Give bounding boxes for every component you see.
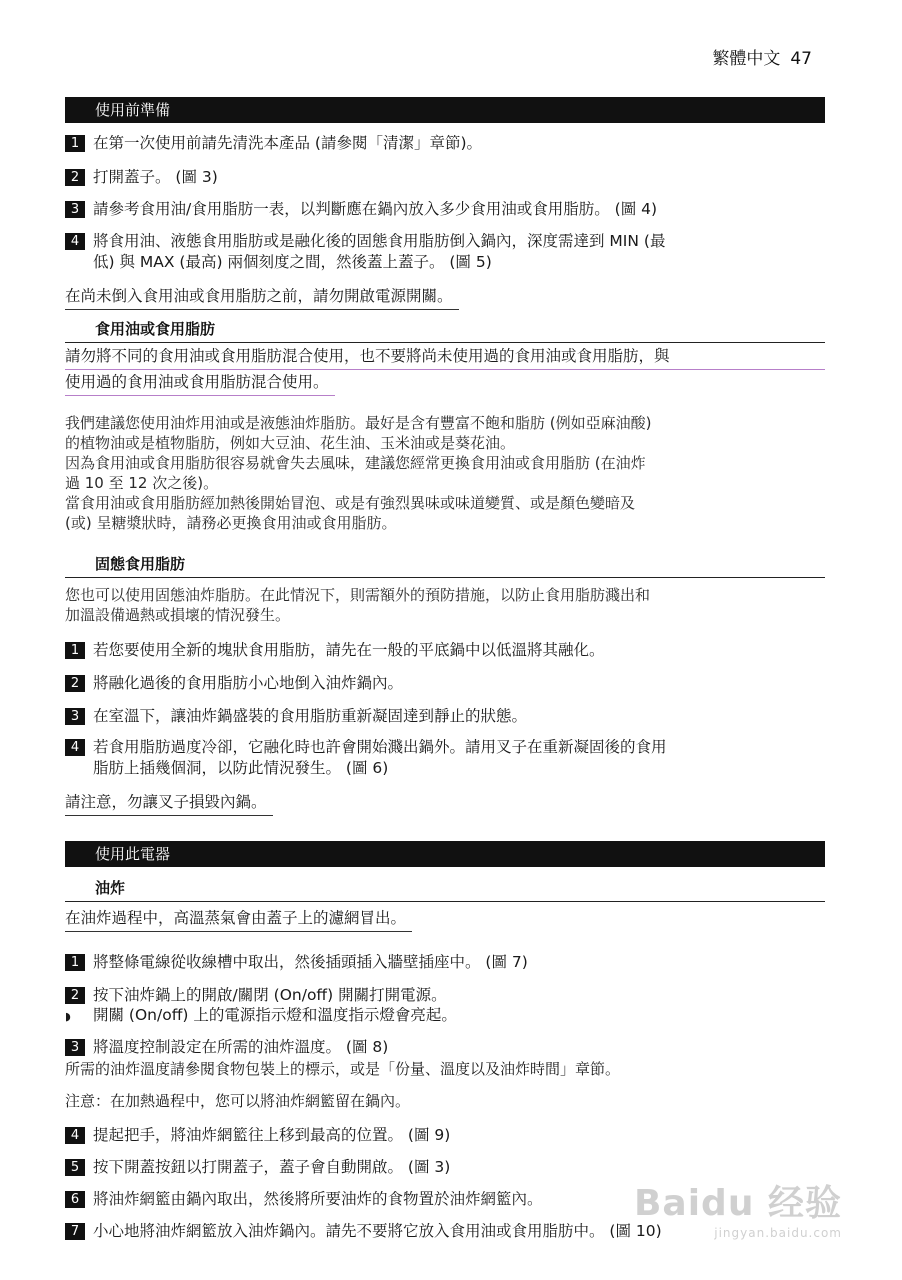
baidu-watermark bbox=[634, 1175, 842, 1240]
warning-steam bbox=[65, 907, 412, 932]
bullet-icon: ◗ bbox=[65, 1010, 71, 1023]
paragraph-line: 您也可以使用固態油炸脂肪。在此情況下，則需額外的預防措施，以防止食用脂肪濺出和 bbox=[65, 586, 651, 604]
using-step-2 bbox=[65, 985, 815, 1006]
step-number: 2 bbox=[65, 675, 85, 692]
solid-fat-step-3 bbox=[65, 706, 815, 727]
step-text-line-2: 低) 與 MAX (最高) 兩個刻度之間，然後蓋上蓋子。 (圖 5) bbox=[93, 253, 492, 271]
paragraph-line: 我們建議您使用油炸用油或是液態油炸脂肪。最好是含有豐富不飽和脂肪 (例如亞麻油酸) bbox=[65, 414, 652, 432]
section-title-before-use: 使用前準備 bbox=[65, 97, 825, 123]
solid-fat-step-1 bbox=[65, 640, 815, 661]
warning-no-mixing bbox=[65, 344, 825, 396]
page-header bbox=[712, 44, 812, 69]
step-number: 1 bbox=[65, 642, 85, 659]
step-text: 請參考食用油/食用脂肪一表，以判斷應在鍋內放入多少食用油或食用脂肪。 (圖 4) bbox=[93, 200, 658, 218]
bullet-text: 開關 (On/off) 上的電源指示燈和溫度指示燈會亮起。 bbox=[93, 1006, 457, 1024]
oil-recommendation-paragraph bbox=[65, 413, 825, 533]
paragraph-line: 過 10 至 12 次之後)。 bbox=[65, 474, 219, 492]
step-number: 3 bbox=[65, 708, 85, 725]
step-text: 打開蓋子。 (圖 3) bbox=[93, 168, 218, 186]
using-step-3 bbox=[65, 1037, 815, 1058]
step-number: 7 bbox=[65, 1223, 85, 1240]
step-number: 2 bbox=[65, 987, 85, 1004]
step-text-line-2: 脂肪上插幾個洞，以防此情況發生。 (圖 6) bbox=[93, 759, 389, 777]
using-step-4 bbox=[65, 1125, 815, 1146]
subsection-title-frying: 油炸 bbox=[65, 877, 825, 902]
step-number: 3 bbox=[65, 1039, 85, 1056]
step-number: 1 bbox=[65, 135, 85, 152]
before-use-step-3 bbox=[65, 199, 815, 220]
step-text: 將溫度控制設定在所需的油炸溫度。 (圖 8) bbox=[93, 1038, 389, 1056]
warning-text: 在油炸過程中，高溫蒸氣會由蓋子上的濾網冒出。 bbox=[65, 907, 412, 932]
solid-fat-step-4 bbox=[65, 737, 815, 779]
step-number: 5 bbox=[65, 1159, 85, 1176]
using-step-2-result bbox=[65, 1005, 815, 1027]
solid-fat-step-2 bbox=[65, 673, 815, 694]
subsection-title-oil-fat: 食用油或食用脂肪 bbox=[65, 318, 825, 343]
watermark-sub: jingyan.baidu.com bbox=[714, 1226, 842, 1240]
step-number: 6 bbox=[65, 1191, 85, 1208]
step-text: 將油炸網籃由鍋內取出，然後將所要油炸的食物置於油炸網籃內。 bbox=[93, 1190, 543, 1208]
step-text-line-1: 若食用脂肪過度冷卻，它融化時也許會開始濺出鍋外。請用叉子在重新凝固後的食用 bbox=[93, 738, 667, 756]
solid-fat-intro bbox=[65, 585, 825, 625]
note-basket: 注意：在加熱過程中，您可以將油炸網籃留在鍋內。 bbox=[65, 1092, 411, 1110]
step-number: 2 bbox=[65, 169, 85, 186]
watermark-text: Baidu 经验 bbox=[633, 1183, 842, 1224]
step-text: 小心地將油炸網籃放入油炸鍋內。請先不要將它放入食用油或食用脂肪中。 (圖 10) bbox=[93, 1222, 662, 1240]
before-use-step-2 bbox=[65, 167, 815, 188]
step-text: 將整條電線從收線槽中取出，然後插頭插入牆壁插座中。 (圖 7) bbox=[93, 953, 528, 971]
page-number: 47 bbox=[790, 49, 812, 69]
step-text: 在室溫下，讓油炸鍋盛裝的食用脂肪重新凝固達到靜止的狀態。 bbox=[93, 707, 528, 725]
language-label: 繁體中文 bbox=[712, 49, 781, 69]
using-step-3-note: 所需的油炸溫度請參閱食物包裝上的標示，或是「份量、溫度以及油炸時間」章節。 bbox=[65, 1060, 621, 1078]
step-text: 按下開蓋按鈕以打開蓋子，蓋子會自動開啟。 (圖 3) bbox=[93, 1158, 451, 1176]
step-text: 若您要使用全新的塊狀食用脂肪，請先在一般的平底鍋中以低溫將其融化。 bbox=[93, 641, 605, 659]
caution-text: 在尚未倒入食用油或食用脂肪之前，請勿開啟電源開關。 bbox=[65, 285, 459, 310]
caution-before-power bbox=[65, 285, 459, 310]
caution-fork bbox=[65, 791, 273, 816]
warning-line-2: 使用過的食用油或食用脂肪混合使用。 bbox=[65, 370, 335, 396]
paragraph-line: 的植物油或是植物脂肪，例如大豆油、花生油、玉米油或是葵花油。 bbox=[65, 434, 516, 452]
paragraph-line: 當食用油或食用脂肪經加熱後開始冒泡、或是有強烈異味或味道變質、或是顏色變暗及 bbox=[65, 494, 636, 512]
step-text: 在第一次使用前請先清洗本產品 (請參閱「清潔」章節)。 bbox=[93, 134, 483, 152]
step-number: 4 bbox=[65, 1127, 85, 1144]
paragraph-line: (或) 呈糖漿狀時，請務必更換食用油或食用脂肪。 bbox=[65, 514, 397, 532]
section-title-using: 使用此電器 bbox=[65, 841, 825, 867]
before-use-step-4 bbox=[65, 231, 815, 273]
warning-line-1: 請勿將不同的食用油或食用脂肪混合使用，也不要將尚未使用過的食用油或食用脂肪，與 bbox=[65, 344, 825, 370]
step-text-line-1: 將食用油、液態食用脂肪或是融化後的固態食用脂肪倒入鍋內，深度需達到 MIN (最 bbox=[93, 232, 666, 250]
step-number: 3 bbox=[65, 201, 85, 218]
step-text: 提起把手，將油炸網籃往上移到最高的位置。 (圖 9) bbox=[93, 1126, 451, 1144]
using-step-1 bbox=[65, 952, 815, 973]
step-number: 4 bbox=[65, 233, 85, 250]
step-number: 1 bbox=[65, 954, 85, 971]
paragraph-line: 因為食用油或食用脂肪很容易就會失去風味，建議您經常更換食用油或食用脂肪 (在油炸 bbox=[65, 454, 646, 472]
paragraph-line: 加溫設備過熱或損壞的情況發生。 bbox=[65, 606, 291, 624]
caution-text: 請注意，勿讓叉子損毀內鍋。 bbox=[65, 791, 273, 816]
step-text: 按下油炸鍋上的開啟/關閉 (On/off) 開關打開電源。 bbox=[93, 986, 447, 1004]
step-number: 4 bbox=[65, 739, 85, 756]
subsection-title-solid-fat: 固態食用脂肪 bbox=[65, 553, 825, 578]
step-text: 將融化過後的食用脂肪小心地倒入油炸鍋內。 bbox=[93, 674, 404, 692]
before-use-step-1 bbox=[65, 133, 815, 154]
